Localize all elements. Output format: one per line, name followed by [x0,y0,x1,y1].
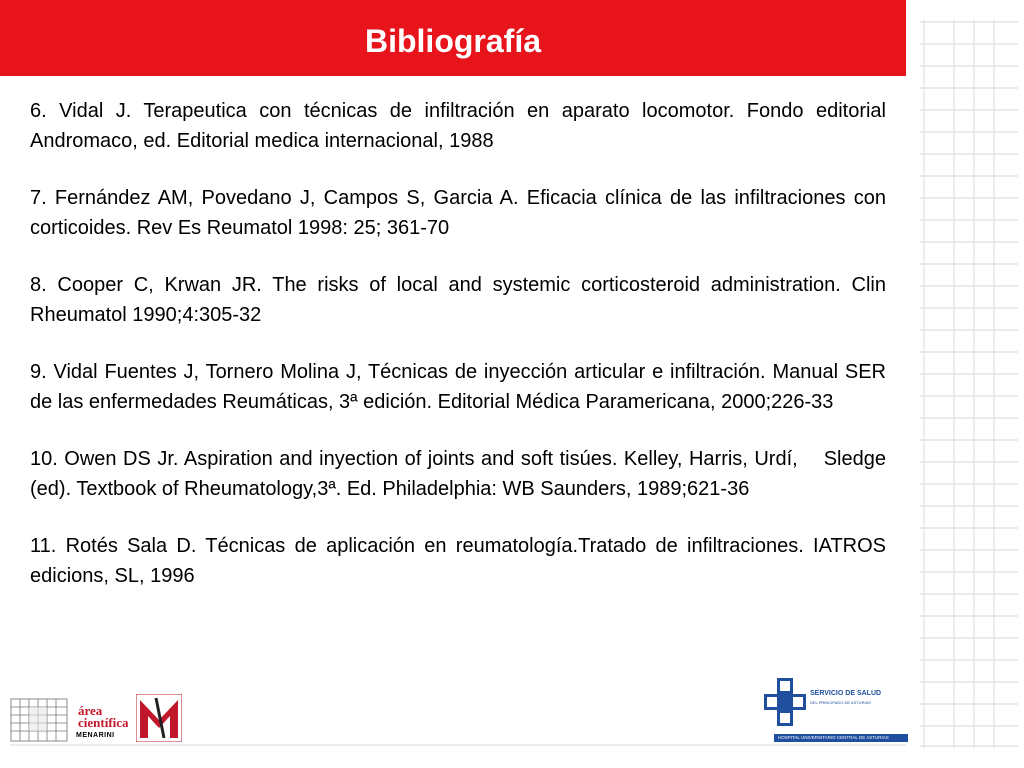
logo-subtitle: DEL PRINCIPADO DE ASTURIAS [810,700,871,705]
logo-grid-icon [10,698,68,742]
logo-line-menarini: MENARINI [76,732,115,739]
reference-item: 10. Owen DS Jr. Aspiration and inyection of joints and soft tisúes. Kelley, Harris, Urdí, Sledge (ed). Textbook of Rheumatology,3ª. Ed. Philadelphia: WB Saunders, 1989;621-36 [30,448,892,500]
reference-item: 8. Cooper C, Krwan JR. The risks of local and systemic corticosteroid administration. Clin Rheumatol 1990;4:305-32 [30,274,886,326]
decorative-grid [906,0,1024,768]
logo-line-area: área [78,703,103,718]
cross-icon [764,678,806,730]
reference-item: 9. Vidal Fuentes J, Tornero Molina J, Técnicas de inyección articular e infiltración. Manual SER de las enfermedades Reumáticas, 3ª edición. Editorial Médica Paramericana, 2000;226-33 [30,361,886,413]
logo-line-cientifica: científica [78,715,129,730]
reference-list [30,96,892,618]
reference-item: 11. Rotés Sala D. Técnicas de aplicación en reumatología.Tratado de infiltraciones. IATROS edicions, SL, 1996 [30,535,886,587]
page-title: Bibliografía [364,23,541,59]
menarini-m-icon [136,694,182,742]
reference-item: 7. Fernández AM, Povedano J, Campos S, Garcia A. Eficacia clínica de las infiltraciones con corticoides. Rev Es Reumatol 1998: 25; 361-70 [30,187,886,239]
hospital-name: HOSPITAL UNIVERSITARIO CENTRAL DE ASTURIAS [778,735,889,740]
area-cientifica-logo [10,694,182,742]
servicio-salud-logo [762,678,908,742]
title-bar [0,0,906,76]
reference-item: 6. Vidal J. Terapeutica con técnicas de infiltración en aparato locomotor. Fondo editorial Andromaco, ed. Editorial medica internacional, 1988 [30,100,886,152]
footer-divider [10,744,906,746]
logo-name: SERVICIO DE SALUD [810,690,882,697]
